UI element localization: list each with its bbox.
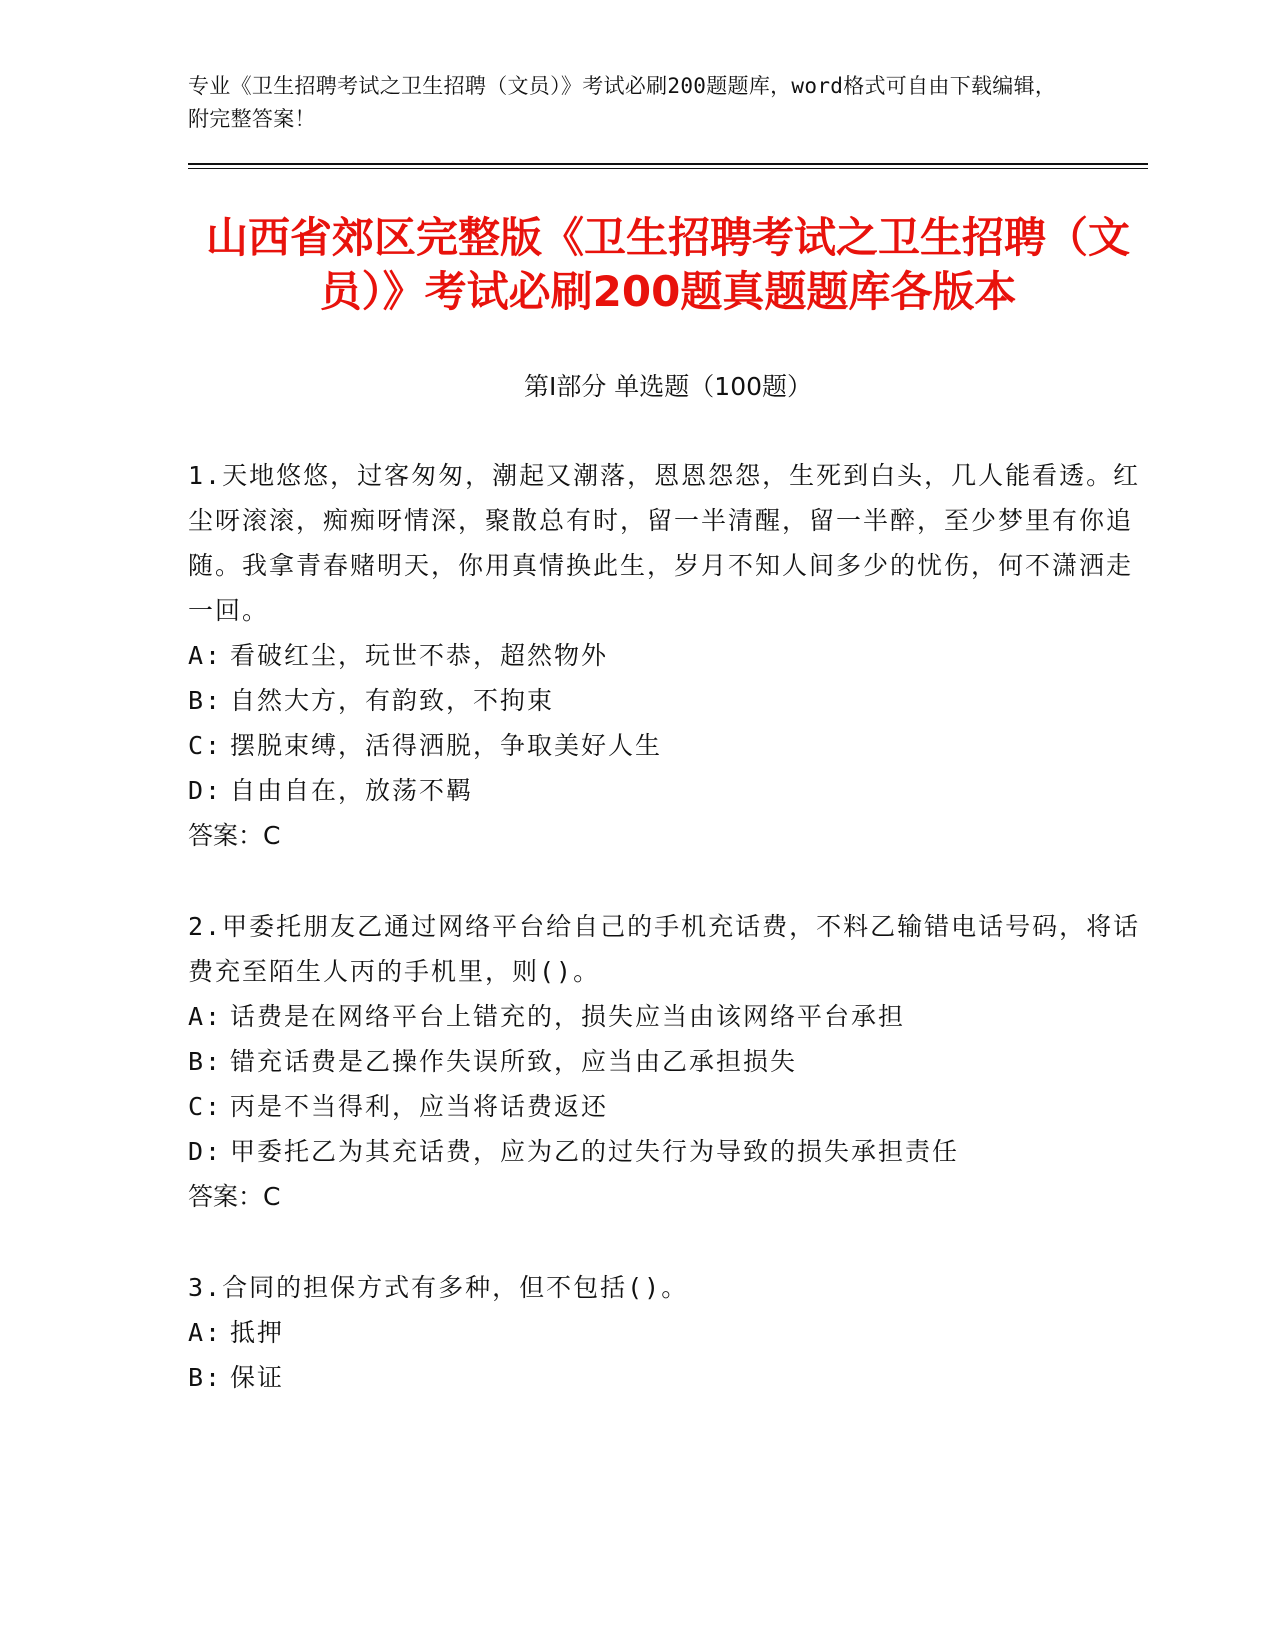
option-d — [188, 1129, 1148, 1174]
header-divider — [188, 163, 1148, 169]
option-key: A: — [188, 1002, 223, 1031]
option-key: D: — [188, 776, 223, 805]
document-title: 山西省郊区完整版《卫生招聘考试之卫生招聘（文员）》考试必刷200题真题题库各版本 — [205, 213, 1130, 316]
answer-line: 答案：C — [188, 821, 281, 850]
option-text: 摆脱束缚，活得洒脱，争取美好人生 — [230, 731, 663, 760]
option-a — [188, 1310, 1148, 1355]
option-key: D: — [188, 1137, 223, 1166]
option-key: C: — [188, 731, 223, 760]
option-key: A: — [188, 1318, 223, 1347]
header-note: 专业《卫生招聘考试之卫生招聘（文员）》考试必刷200题题库，word格式可自由下载编辑，附完整答案！ — [188, 74, 1057, 131]
option-key: B: — [188, 1363, 223, 1392]
question-stem: 1.天地悠悠，过客匆匆，潮起又潮落，恩恩怨怨，生死到白头，几人能看透。红尘呀滚滚，痴痴呀情深，聚散总有时，留一半清醒，留一半醉，至少梦里有你追随。我拿青春赌明天，你用真情换此生，岁月不知人间多少的忧伤，何不潇洒走一回。 — [188, 461, 1141, 625]
divider-thin — [188, 168, 1148, 169]
option-c — [188, 1084, 1148, 1129]
question-3 — [188, 1265, 1148, 1400]
document-page — [188, 70, 1148, 1446]
option-key: C: — [188, 1092, 223, 1121]
section-heading: 第I部分 单选题（100题） — [523, 372, 813, 401]
option-a — [188, 994, 1148, 1039]
option-key: A: — [188, 641, 223, 670]
option-d — [188, 768, 1148, 813]
option-text: 丙是不当得利，应当将话费返还 — [230, 1092, 609, 1121]
option-text: 甲委托乙为其充话费，应为乙的过失行为导致的损失承担责任 — [230, 1137, 960, 1166]
divider-thick — [188, 163, 1148, 165]
option-b — [188, 1355, 1148, 1400]
option-text: 话费是在网络平台上错充的，损失应当由该网络平台承担 — [230, 1002, 906, 1031]
option-a — [188, 633, 1148, 678]
question-list — [188, 453, 1148, 1400]
option-text: 抵押 — [230, 1318, 285, 1347]
option-text: 看破红尘，玩世不恭，超然物外 — [230, 641, 609, 670]
option-b — [188, 1039, 1148, 1084]
question-1 — [188, 453, 1148, 858]
option-text: 自由自在，放荡不羁 — [230, 776, 474, 805]
option-b — [188, 678, 1148, 723]
option-key: B: — [188, 1047, 223, 1076]
option-text: 错充话费是乙操作失误所致，应当由乙承担损失 — [230, 1047, 798, 1076]
option-key: B: — [188, 686, 223, 715]
option-text: 自然大方，有韵致，不拘束 — [230, 686, 555, 715]
option-c — [188, 723, 1148, 768]
option-text: 保证 — [230, 1363, 285, 1392]
answer-line: 答案：C — [188, 1182, 281, 1211]
question-2 — [188, 904, 1148, 1219]
question-stem: 2.甲委托朋友乙通过网络平台给自己的手机充话费，不料乙输错电话号码，将话费充至陌生人丙的手机里，则()。 — [188, 912, 1141, 986]
question-stem: 3.合同的担保方式有多种，但不包括()。 — [188, 1273, 689, 1302]
